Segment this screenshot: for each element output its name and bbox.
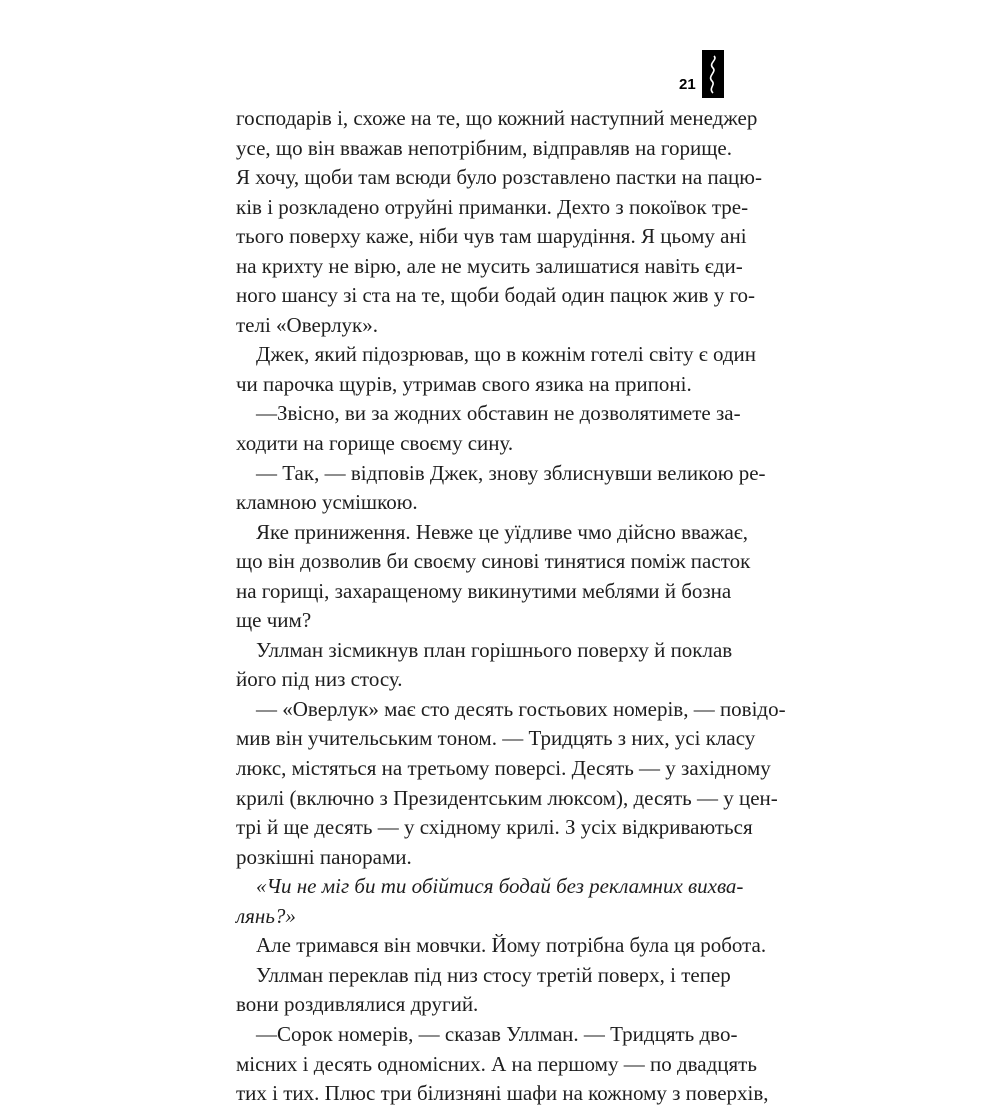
text-line: ків і розкладено отруйні приманки. Дехто з покоївок тре- [236, 194, 749, 219]
text-line: тього поверху каже, ніби чув там шарудіння. Я цьому ані [236, 224, 747, 249]
page-number: 21 [679, 76, 696, 93]
text-line: люкс, містяться на третьому поверсі. Десять — у західному [236, 756, 771, 781]
folio-tab [702, 50, 724, 98]
text-line: тих і тих. Плюс три білизняні шафи на кожному з поверхів, [236, 1081, 769, 1106]
text-line: ще чим? [236, 608, 312, 633]
text-line: Але тримався він мовчки. Йому потрібна була ця робота. [256, 933, 767, 958]
text-line: —Сорок номерів, — сказав Уллман. — Тридцять дво- [256, 1021, 738, 1046]
text-line: вони роздивлялися другий. [236, 992, 479, 1017]
text-line: Джек, який підозрював, що в кожнім готелі світу є один [256, 342, 757, 367]
ornament-squiggle-icon [702, 50, 724, 98]
text-line: «Чи не міг би ти обійтися бодай без рекламних вихва- [256, 874, 744, 899]
text-line: — «Оверлук» має сто десять гостьових номерів, — повідо- [256, 696, 786, 721]
text-line: ного шансу зі ста на те, щоби бодай один пацюк жив у го- [236, 283, 756, 308]
text-line: мив він учительським тоном. — Тридцять з них, усі класу [236, 726, 756, 751]
text-line: його під низ стосу. [236, 667, 403, 692]
text-line: телі «Оверлук». [236, 312, 378, 337]
text-line: кламною усмішкою. [236, 490, 418, 515]
text-line: ходити на горище своєму сину. [236, 431, 514, 456]
text-line: що він дозволив би своєму синові тинятися поміж пасток [236, 549, 751, 574]
text-line: чи парочка щурів, утримав свого язика на припоні. [236, 371, 692, 396]
text-line: місних і десять одномісних. А на першому — по двадцять [236, 1051, 757, 1076]
text-line: Уллман зісмикнув план горішнього поверху й поклав [256, 637, 733, 662]
text-line: крилі (включно з Президентським люксом), десять — у цен- [236, 785, 778, 810]
text-line: Я хочу, щоби там всюди було розставлено пастки на пацю- [236, 165, 762, 190]
text-line: на крихту не вірю, але не мусить залишатися навіть єди- [236, 253, 743, 278]
text-line: усе, що він вважав непотрібним, відправляв на горище. [236, 135, 732, 160]
text-line: —Звісно, ви за жодних обставин не дозволятимете за- [256, 401, 741, 426]
text-line: Уллман переклав під низ стосу третій поверх, і тепер [256, 962, 731, 987]
text-line: господарів і, схоже на те, що кожний наступний менеджер [236, 106, 758, 130]
text-line: Яке приниження. Невже це уїдливе чмо дійсно вважає, [256, 519, 749, 544]
text-line: на горищі, захаращеному викинутими меблями й бозна [236, 578, 732, 603]
text-line: лянь?» [236, 903, 296, 928]
body-text [236, 104, 786, 1109]
text-line: трі й ще десять — у східному крилі. З усіх відкриваються [236, 815, 753, 840]
text-line: — Так, — відповів Джек, знову зблиснувши великою ре- [256, 460, 766, 485]
text-line: розкішні панорами. [236, 844, 412, 869]
